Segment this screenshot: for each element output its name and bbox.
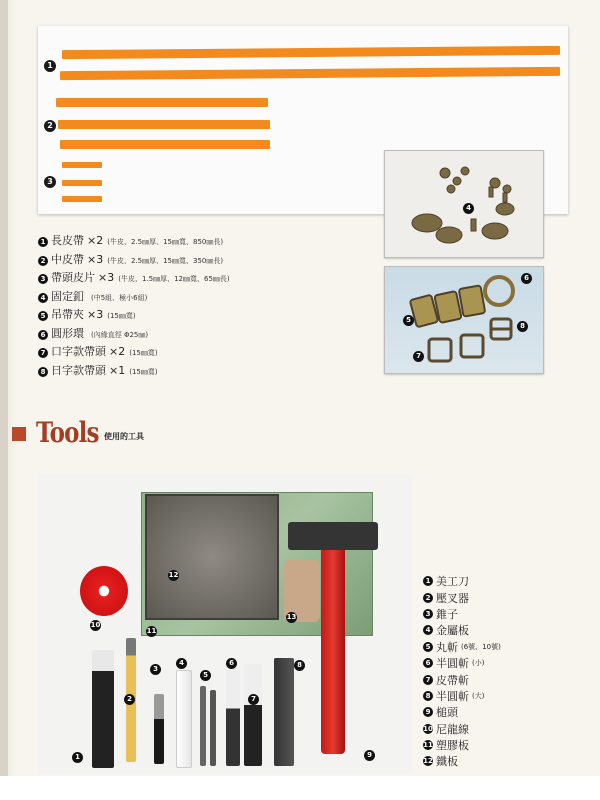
tool-spec: (大)	[472, 691, 485, 700]
round-punch	[210, 690, 216, 766]
list-item	[423, 622, 593, 638]
material-name: 固定釦	[51, 289, 84, 303]
tool-name: 錐子	[436, 607, 458, 621]
number-badge: 7	[38, 348, 48, 358]
tool-photo-num-3: 3	[150, 664, 161, 675]
buckle-label-8: 8	[517, 321, 528, 332]
tool-name: 槌頭	[436, 706, 458, 720]
number-badge: 2	[38, 256, 48, 266]
list-item	[423, 671, 593, 687]
number-badge: 3	[423, 609, 433, 619]
list-item	[423, 688, 593, 704]
medium-strap	[58, 120, 270, 129]
material-name: 圓形環	[51, 326, 84, 340]
tool-name: 皮帶斬	[436, 673, 469, 687]
tool-name: 塑膠板	[436, 739, 469, 753]
materials-list	[38, 232, 378, 380]
tool-name: 壓叉器	[436, 591, 469, 605]
tool-photo-num-7: 7	[248, 694, 259, 705]
tool-photo-num-6: 6	[226, 658, 237, 669]
material-name: 吊帶夾	[51, 308, 84, 321]
tool-name: 鐵板	[436, 755, 458, 769]
material-qty: ×1	[109, 363, 126, 377]
material-spec: (15㎜寬)	[129, 367, 158, 376]
hammer-handle	[321, 544, 345, 754]
tool-photo-num-2: 2	[124, 694, 135, 705]
list-item	[38, 362, 378, 381]
number-badge: 4	[423, 625, 433, 635]
tool-name: 金屬板	[436, 624, 469, 638]
strap-end-punch	[244, 664, 262, 766]
material-qty: ×2	[109, 345, 126, 358]
number-badge: 9	[423, 707, 433, 717]
buckle-leather-piece	[62, 180, 102, 186]
list-item	[38, 232, 378, 251]
tool-photo-num-10: 10	[90, 621, 101, 629]
number-badge: 7	[423, 675, 433, 685]
list-item	[38, 288, 378, 307]
hammer-head	[288, 522, 378, 550]
material-spec: (內緣直徑 Φ25㎜)	[91, 330, 149, 339]
material-spec: (牛皮、2.5㎜厚、15㎜寬、850㎜長)	[107, 238, 224, 246]
awl	[154, 694, 164, 764]
list-item	[423, 753, 593, 769]
list-item	[423, 606, 593, 622]
number-badge: 10	[423, 724, 433, 733]
section-title: Tools	[36, 416, 99, 449]
tools-photo	[38, 474, 412, 774]
list-item	[38, 325, 378, 344]
list-item	[38, 269, 378, 288]
section-subtitle: 使用的工具	[104, 432, 144, 441]
material-qty: ×3	[98, 271, 115, 284]
buckle-label-7: 7	[413, 351, 424, 362]
material-name: 中皮帶	[51, 252, 84, 266]
material-qty: ×3	[87, 252, 104, 266]
page-binding-edge	[0, 0, 8, 800]
utility-knife	[92, 650, 114, 768]
number-badge: 12	[423, 757, 433, 766]
long-strap	[62, 46, 560, 59]
list-item	[423, 737, 593, 753]
number-badge: 8	[423, 691, 433, 701]
material-spec: (15㎜寬)	[129, 349, 158, 357]
buckles-photo	[384, 266, 544, 374]
strap-label-1: 1	[44, 60, 56, 72]
list-item	[38, 251, 378, 270]
tool-name: 尼龍線	[436, 722, 469, 736]
material-spec: (中5組、極小6組)	[91, 293, 148, 302]
number-badge: 11	[423, 741, 433, 750]
half-round-punch-small	[226, 670, 240, 766]
list-item	[423, 589, 593, 605]
number-badge: 1	[423, 576, 433, 586]
tool-name: 半圓斬	[436, 657, 469, 671]
tool-spec: (小)	[472, 659, 485, 668]
tool-name: 半圓斬	[436, 689, 469, 703]
tool-photo-num-5: 5	[200, 670, 211, 681]
material-spec: (牛皮、1.5㎜厚、12㎜寬、65㎜長)	[118, 275, 230, 283]
nylon-thread-spool	[80, 566, 128, 616]
rivet-label-4: 4	[463, 203, 474, 214]
material-name: 長皮帶	[51, 234, 84, 247]
number-badge: 8	[38, 367, 48, 377]
material-name: 帶頭皮片	[51, 271, 95, 284]
list-item	[423, 573, 593, 589]
tool-photo-num-4: 4	[176, 658, 187, 669]
long-strap	[60, 67, 560, 80]
tool-photo-num-9: 9	[364, 750, 375, 761]
tool-photo-num-13: 13	[286, 613, 297, 621]
buckle-label-5: 5	[403, 315, 414, 326]
material-qty: ×2	[87, 234, 104, 247]
medium-strap	[60, 140, 270, 149]
number-badge: 3	[38, 274, 48, 284]
material-spec: (牛皮、2.5㎜厚、15㎜寬、350㎜長)	[107, 256, 224, 265]
strap-label-2: 2	[44, 120, 56, 132]
list-item	[423, 655, 593, 671]
number-badge: 2	[423, 593, 433, 603]
metal-plate-tool	[176, 670, 192, 768]
tool-spec: (6號、10號)	[461, 642, 501, 651]
tool-photo-num-11: 11	[146, 627, 157, 635]
tools-list	[423, 573, 593, 770]
list-item	[423, 639, 593, 655]
tool-photo-num-1: 1	[72, 752, 83, 763]
medium-strap	[56, 98, 268, 107]
buckle-label-6: 6	[521, 273, 532, 284]
material-qty: ×3	[87, 308, 104, 321]
number-badge: 6	[38, 330, 48, 340]
material-name: 日字款帶頭	[51, 363, 106, 377]
material-name: 口字款帶頭	[51, 345, 106, 358]
buckle-leather-piece	[62, 196, 102, 202]
page-bottom-margin	[0, 776, 600, 800]
section-marker	[12, 427, 26, 441]
buckle-leather-piece	[62, 162, 102, 168]
tool-name: 丸斬	[436, 640, 458, 654]
number-badge: 5	[38, 311, 48, 321]
tool-photo-num-12: 12	[168, 571, 179, 579]
list-item	[38, 343, 378, 362]
half-round-punch-large	[274, 658, 294, 766]
round-punch	[200, 686, 206, 766]
iron-plate	[145, 494, 279, 620]
number-badge: 5	[423, 642, 433, 652]
tool-name: 美工刀	[436, 575, 469, 589]
list-item	[38, 306, 378, 325]
number-badge: 6	[423, 658, 433, 668]
material-spec: (15㎜寬)	[107, 312, 136, 320]
list-item	[423, 704, 593, 720]
number-badge: 1	[38, 237, 48, 247]
list-item	[423, 721, 593, 737]
rivets-photo	[384, 150, 544, 258]
strap-label-3: 3	[44, 176, 56, 188]
number-badge: 4	[38, 293, 48, 303]
tool-photo-num-8: 8	[294, 660, 305, 671]
